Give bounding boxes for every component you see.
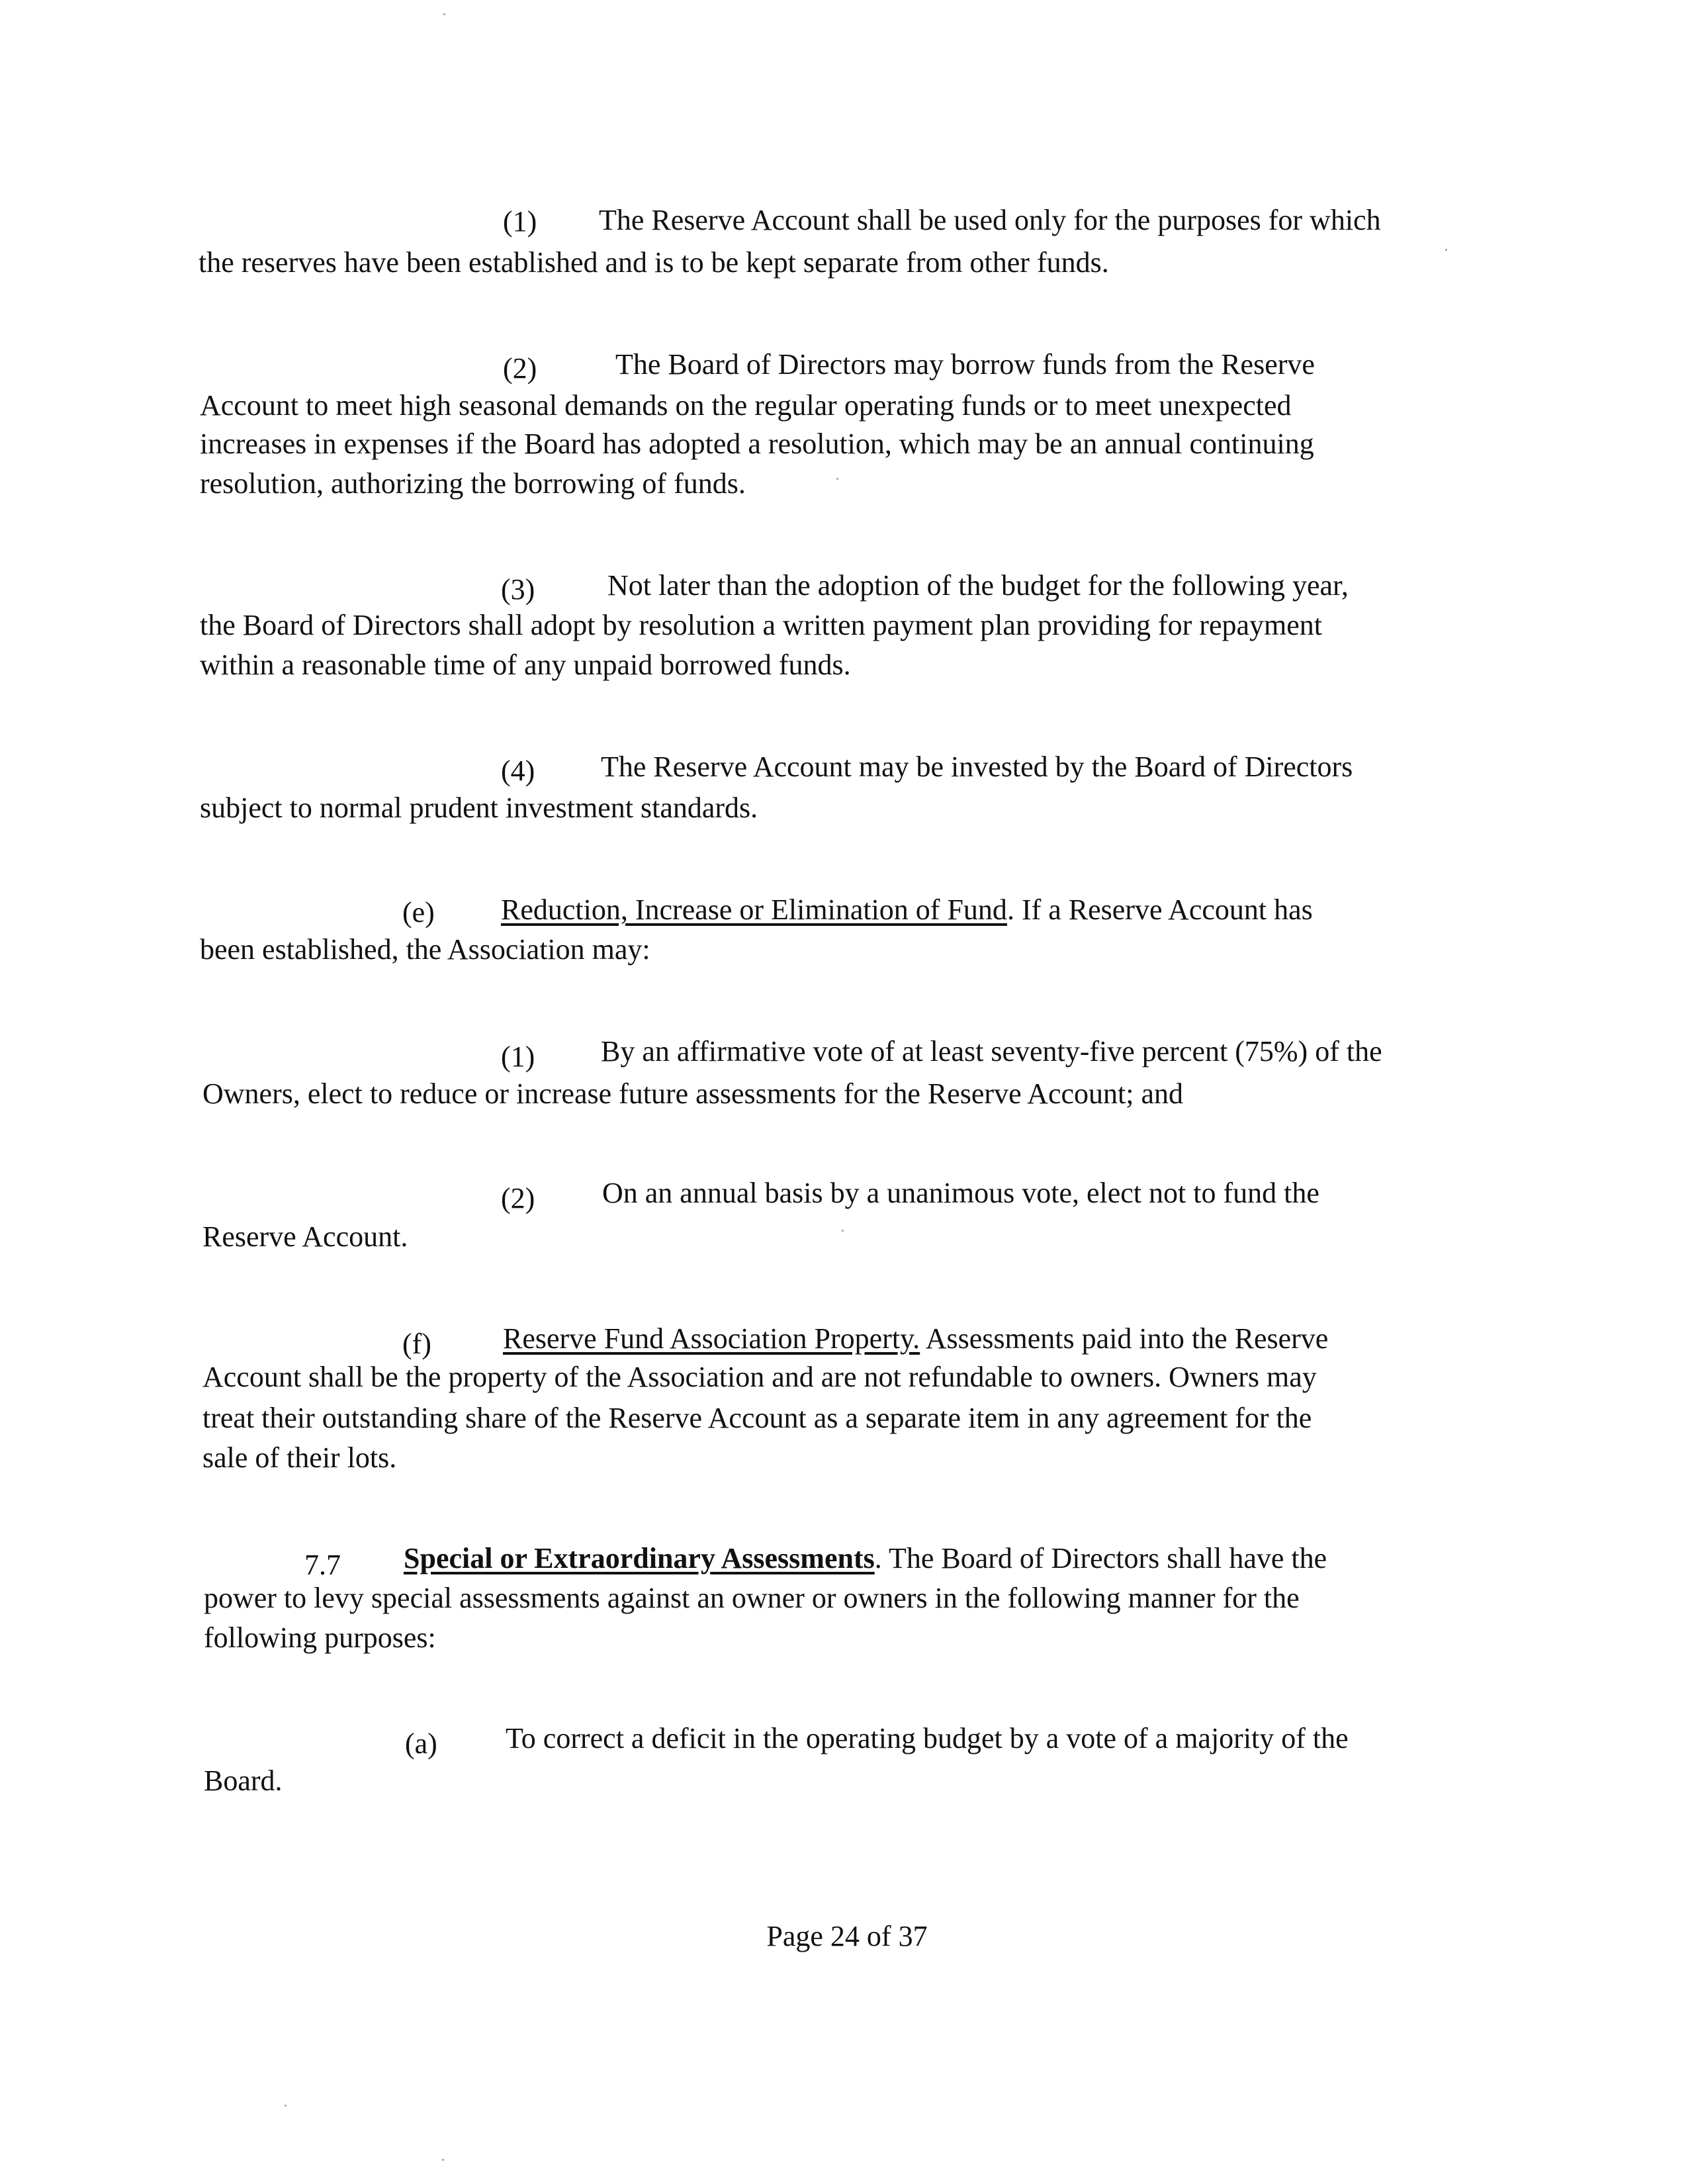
paragraph-text-line: increases in expenses if the Board has adopted a resolution, which may be an annual continuing [200,428,1314,460]
paragraph-text-line: On an annual basis by a unanimous vote, elect not to fund the [602,1177,1319,1209]
section-heading-line [404,1538,1327,1579]
paragraph-text-line: treat their outstanding share of the Reserve Account as a separate item in any agreement for the [202,1402,1312,1434]
paragraph-number: (a) [405,1727,437,1760]
paragraph-text: . The Board of Directors shall have the [874,1542,1327,1574]
paragraph-text-line: Owners, elect to reduce or increase future assessments for the Reserve Account; and [202,1077,1183,1110]
paragraph-number: (4) [501,754,535,787]
scan-speck [443,13,445,15]
section-heading: Reduction, Increase or Elimination of Fund [501,893,1007,926]
paragraph-number: (2) [501,1182,535,1214]
scan-speck [442,2159,444,2161]
paragraph-number: (3) [501,573,535,606]
paragraph-heading-line [501,889,1313,931]
paragraph-text-line: Account shall be the property of the Association and are not refundable to owners. Owners may [202,1361,1317,1393]
paragraph-number: (1) [501,1040,535,1073]
paragraph-text-line: resolution, authorizing the borrowing of funds. [200,467,746,500]
paragraph-text-line: The Board of Directors may borrow funds from the Reserve [615,348,1315,381]
scan-speck [842,1230,844,1232]
paragraph-heading-line [503,1318,1328,1359]
paragraph-text-line: the Board of Directors shall adopt by resolution a written payment plan providing for repayment [200,609,1322,641]
paragraph-text-line: Board. [204,1764,283,1797]
section-number: 7.7 [304,1549,341,1581]
paragraph-number: (1) [503,205,537,238]
paragraph-text-line: The Reserve Account may be invested by the Board of Directors [601,751,1353,783]
paragraph-text-line: been established, the Association may: [200,933,650,966]
paragraph-number: (f) [402,1328,431,1360]
section-heading: Special or Extraordinary Assessments [404,1542,875,1574]
paragraph-text: . If a Reserve Account has [1006,893,1313,926]
paragraph-text-line: Not later than the adoption of the budget for the following year, [607,569,1349,602]
page-number-footer: Page 24 of 37 [766,1920,928,1952]
scan-speck [836,478,838,480]
scan-speck [1445,249,1447,251]
paragraph-text-line: By an affirmative vote of at least seventy-five percent (75%) of the [601,1035,1382,1068]
paragraph-text-line: subject to normal prudent investment standards. [200,792,758,824]
paragraph-text-line: Account to meet high seasonal demands on the regular operating funds or to meet unexpected [200,389,1292,422]
section-heading: Reserve Fund Association Property. [503,1322,920,1355]
paragraph-text-line: Reserve Account. [202,1220,408,1253]
scan-speck [285,2105,287,2107]
paragraph-number: (2) [503,352,537,385]
paragraph-text-line: power to levy special assessments against an owner or owners in the following manner for the [204,1582,1300,1614]
paragraph-text-line: The Reserve Account shall be used only for the purposes for which [599,204,1381,236]
paragraph-text-line: To correct a deficit in the operating budget by a vote of a majority of the [506,1722,1349,1754]
paragraph-text-line: the reserves have been established and is to be kept separate from other funds. [199,246,1109,279]
paragraph-text-line: sale of their lots. [202,1441,397,1474]
paragraph-text-line: following purposes: [204,1621,436,1654]
paragraph-text-line: within a reasonable time of any unpaid borrowed funds. [200,649,851,681]
paragraph-text: Assessments paid into the Reserve [920,1322,1329,1355]
paragraph-number: (e) [402,896,435,929]
